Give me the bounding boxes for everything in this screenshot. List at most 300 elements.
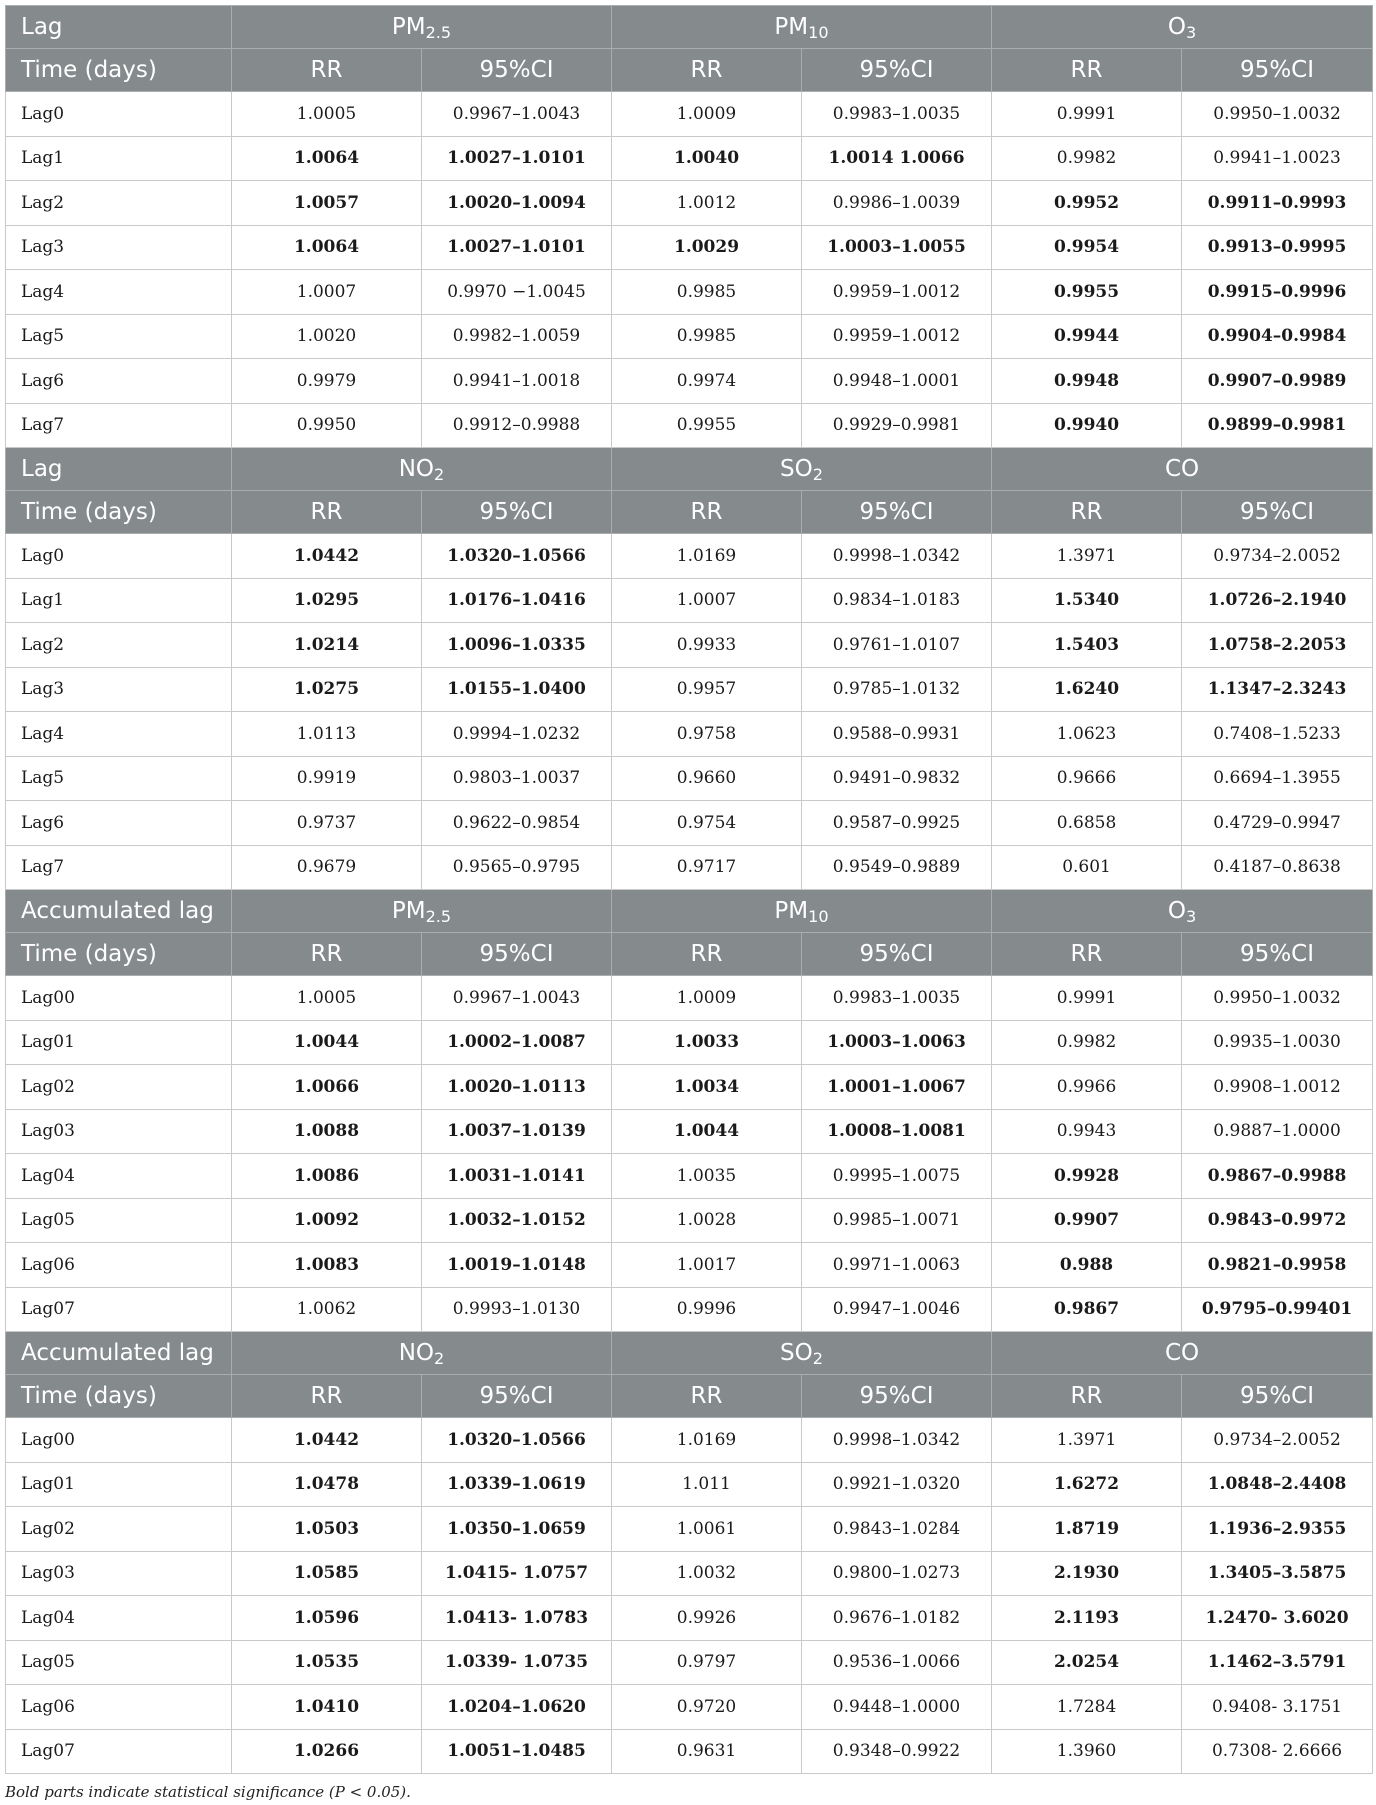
pollutant-subscript: 2 xyxy=(434,1349,445,1369)
lag-cell: Lag3 xyxy=(6,667,232,712)
rr-value-cell: 1.011 xyxy=(612,1462,802,1507)
ci-value-cell: 1.0003–1.0055 xyxy=(802,225,992,270)
rr-value-cell: 1.3971 xyxy=(992,1418,1182,1463)
table-row xyxy=(6,1640,1373,1685)
ci-value-cell: 0.9448–1.0000 xyxy=(802,1685,992,1730)
table-row xyxy=(6,181,1373,226)
rr-value-cell: 1.0009 xyxy=(612,976,802,1021)
pollutant-header xyxy=(612,890,992,933)
rr-value-cell: 0.9679 xyxy=(232,845,422,890)
rr-value-cell: 0.9991 xyxy=(992,92,1182,137)
table-row xyxy=(6,1065,1373,1110)
table-row xyxy=(6,136,1373,181)
rr-value-cell: 1.0266 xyxy=(232,1729,422,1774)
ci-value-cell: 0.9985–1.0071 xyxy=(802,1198,992,1243)
rr-value-cell: 1.0442 xyxy=(232,534,422,579)
ci-value-cell: 0.9761–1.0107 xyxy=(802,623,992,668)
table-row xyxy=(6,845,1373,890)
pollutant-header xyxy=(992,448,1373,491)
ci-value-cell: 1.1936–2.9355 xyxy=(1182,1507,1373,1552)
pollutant-header xyxy=(232,1332,612,1375)
ci-value-cell: 1.0848–2.4408 xyxy=(1182,1462,1373,1507)
rr-value-cell: 0.9926 xyxy=(612,1596,802,1641)
ci-value-cell: 1.0032–1.0152 xyxy=(422,1198,612,1243)
rr-value-cell: 0.988 xyxy=(992,1243,1182,1288)
rr-value-cell: 0.9979 xyxy=(232,359,422,404)
ci-value-cell: 1.0204–1.0620 xyxy=(422,1685,612,1730)
ci-value-cell: 1.3405–3.5875 xyxy=(1182,1551,1373,1596)
ci-value-cell: 0.9994–1.0232 xyxy=(422,712,612,757)
pollutant-subscript: 3 xyxy=(1185,23,1197,43)
lag-cell: Lag05 xyxy=(6,1198,232,1243)
pollutant-name: SO xyxy=(780,456,813,482)
measure-header-row xyxy=(6,49,1373,92)
rr-value-cell: 1.0040 xyxy=(612,136,802,181)
rr-value-cell: 0.9982 xyxy=(992,1020,1182,1065)
ci-value-cell: 0.9800–1.0273 xyxy=(802,1551,992,1596)
ci-value-cell: 0.9843–0.9972 xyxy=(1182,1198,1373,1243)
lag-cell: Lag3 xyxy=(6,225,232,270)
rr-value-cell: 1.0062 xyxy=(232,1287,422,1332)
lag-cell: Lag1 xyxy=(6,136,232,181)
table-row xyxy=(6,1109,1373,1154)
lag-cell: Lag07 xyxy=(6,1729,232,1774)
rr-value-cell: 1.0596 xyxy=(232,1596,422,1641)
lag-cell: Lag02 xyxy=(6,1507,232,1552)
time-header: Time (days) xyxy=(6,1375,232,1418)
lag-cell: Lag1 xyxy=(6,578,232,623)
rr-value-cell: 0.9720 xyxy=(612,1685,802,1730)
rr-value-cell: 1.0035 xyxy=(612,1154,802,1199)
rr-value-cell: 1.0535 xyxy=(232,1640,422,1685)
ci-value-cell: 0.9843–1.0284 xyxy=(802,1507,992,1552)
ci-value-cell: 0.9947–1.0046 xyxy=(802,1287,992,1332)
ci-header: 95%CI xyxy=(802,1375,992,1418)
table-row xyxy=(6,578,1373,623)
ci-value-cell: 0.9795–0.99401 xyxy=(1182,1287,1373,1332)
lag-cell: Lag7 xyxy=(6,403,232,448)
ci-value-cell: 1.0003–1.0063 xyxy=(802,1020,992,1065)
ci-value-cell: 0.9408- 3.1751 xyxy=(1182,1685,1373,1730)
lag-cell: Lag4 xyxy=(6,270,232,315)
lag-cell: Lag06 xyxy=(6,1685,232,1730)
time-header: Time (days) xyxy=(6,933,232,976)
ci-header: 95%CI xyxy=(802,49,992,92)
ci-value-cell: 0.9995–1.0075 xyxy=(802,1154,992,1199)
measure-header-row xyxy=(6,491,1373,534)
ci-value-cell: 0.9536–1.0066 xyxy=(802,1640,992,1685)
rr-value-cell: 1.6240 xyxy=(992,667,1182,712)
rr-value-cell: 0.9940 xyxy=(992,403,1182,448)
rr-value-cell: 1.0044 xyxy=(612,1109,802,1154)
pollutant-header-row xyxy=(6,890,1373,933)
rr-value-cell: 2.0254 xyxy=(992,1640,1182,1685)
ci-value-cell: 1.1347–2.3243 xyxy=(1182,667,1373,712)
rr-value-cell: 1.0086 xyxy=(232,1154,422,1199)
ci-value-cell: 0.9622–0.9854 xyxy=(422,801,612,846)
ci-header: 95%CI xyxy=(422,49,612,92)
rr-value-cell: 1.0033 xyxy=(612,1020,802,1065)
rr-value-cell: 1.0009 xyxy=(612,92,802,137)
ci-header: 95%CI xyxy=(1182,49,1373,92)
lag-cell: Lag02 xyxy=(6,1065,232,1110)
rr-value-cell: 1.0005 xyxy=(232,92,422,137)
pollutant-name: NO xyxy=(398,456,435,482)
ci-value-cell: 0.9967–1.0043 xyxy=(422,976,612,1021)
ci-value-cell: 0.9959–1.0012 xyxy=(802,314,992,359)
rr-value-cell: 1.0083 xyxy=(232,1243,422,1288)
lag-cell: Lag01 xyxy=(6,1462,232,1507)
ci-value-cell: 0.9912–0.9988 xyxy=(422,403,612,448)
ci-value-cell: 0.9803–1.0037 xyxy=(422,756,612,801)
pollutant-name: PM xyxy=(391,898,426,924)
lag-cell: Lag5 xyxy=(6,314,232,359)
rr-value-cell: 0.9919 xyxy=(232,756,422,801)
rr-value-cell: 1.0088 xyxy=(232,1109,422,1154)
rr-value-cell: 1.0410 xyxy=(232,1685,422,1730)
rr-value-cell: 1.0064 xyxy=(232,136,422,181)
table-row xyxy=(6,534,1373,579)
rr-header: RR xyxy=(992,491,1182,534)
ci-value-cell: 0.9950–1.0032 xyxy=(1182,976,1373,1021)
lag-header: Accumulated lag xyxy=(6,890,232,933)
table-row xyxy=(6,403,1373,448)
ci-value-cell: 0.9998–1.0342 xyxy=(802,534,992,579)
pollutant-subscript: 2 xyxy=(812,465,823,485)
rr-value-cell: 1.0275 xyxy=(232,667,422,712)
lag-cell: Lag04 xyxy=(6,1596,232,1641)
ci-value-cell: 0.9950–1.0032 xyxy=(1182,92,1373,137)
pollutant-header xyxy=(992,890,1373,933)
ci-value-cell: 0.9921–1.0320 xyxy=(802,1462,992,1507)
ci-value-cell: 0.9970 −1.0045 xyxy=(422,270,612,315)
ci-value-cell: 0.9907–0.9989 xyxy=(1182,359,1373,404)
table-row xyxy=(6,314,1373,359)
table-row xyxy=(6,1418,1373,1463)
ci-header: 95%CI xyxy=(1182,491,1373,534)
pollutant-subscript: 2 xyxy=(434,465,445,485)
lag-cell: Lag00 xyxy=(6,1418,232,1463)
ci-value-cell: 0.6694–1.3955 xyxy=(1182,756,1373,801)
rr-value-cell: 2.1930 xyxy=(992,1551,1182,1596)
pollutant-header-row xyxy=(6,6,1373,49)
rr-value-cell: 1.6272 xyxy=(992,1462,1182,1507)
rr-value-cell: 0.9957 xyxy=(612,667,802,712)
rr-value-cell: 0.9737 xyxy=(232,801,422,846)
rr-value-cell: 1.0295 xyxy=(232,578,422,623)
ci-value-cell: 0.9982–1.0059 xyxy=(422,314,612,359)
rr-header: RR xyxy=(992,49,1182,92)
ci-value-cell: 0.9911–0.9993 xyxy=(1182,181,1373,226)
ci-value-cell: 0.9959–1.0012 xyxy=(802,270,992,315)
rr-value-cell: 0.9666 xyxy=(992,756,1182,801)
table-row xyxy=(6,801,1373,846)
table-row xyxy=(6,712,1373,757)
rr-value-cell: 1.0478 xyxy=(232,1462,422,1507)
rr-value-cell: 1.5403 xyxy=(992,623,1182,668)
rr-value-cell: 1.0214 xyxy=(232,623,422,668)
ci-value-cell: 0.9935–1.0030 xyxy=(1182,1020,1373,1065)
rr-value-cell: 0.9754 xyxy=(612,801,802,846)
ci-header: 95%CI xyxy=(422,933,612,976)
rr-value-cell: 0.9717 xyxy=(612,845,802,890)
ci-value-cell: 1.0001–1.0067 xyxy=(802,1065,992,1110)
ci-value-cell: 1.0014 1.0066 xyxy=(802,136,992,181)
pollutant-header-row xyxy=(6,1332,1373,1375)
pollutant-name: NO xyxy=(398,1340,435,1366)
ci-value-cell: 0.9491–0.9832 xyxy=(802,756,992,801)
ci-value-cell: 0.7308- 2.6666 xyxy=(1182,1729,1373,1774)
ci-value-cell: 1.0415- 1.0757 xyxy=(422,1551,612,1596)
rr-value-cell: 1.0007 xyxy=(232,270,422,315)
rr-value-cell: 1.0028 xyxy=(612,1198,802,1243)
rr-value-cell: 1.0020 xyxy=(232,314,422,359)
lag-cell: Lag03 xyxy=(6,1551,232,1596)
pollutant-name: CO xyxy=(1164,1340,1200,1366)
ci-value-cell: 0.9998–1.0342 xyxy=(802,1418,992,1463)
rr-value-cell: 0.9867 xyxy=(992,1287,1182,1332)
ci-value-cell: 0.9734–2.0052 xyxy=(1182,1418,1373,1463)
rr-header: RR xyxy=(992,933,1182,976)
ci-value-cell: 1.0413- 1.0783 xyxy=(422,1596,612,1641)
ci-value-cell: 0.4729–0.9947 xyxy=(1182,801,1373,846)
lag-cell: Lag2 xyxy=(6,623,232,668)
ci-value-cell: 0.9549–0.9889 xyxy=(802,845,992,890)
ci-value-cell: 0.9993–1.0130 xyxy=(422,1287,612,1332)
rr-value-cell: 0.9955 xyxy=(992,270,1182,315)
pollutant-subscript: 10 xyxy=(808,907,829,927)
rr-value-cell: 0.9991 xyxy=(992,976,1182,1021)
ci-value-cell: 1.0020–1.0113 xyxy=(422,1065,612,1110)
table-row xyxy=(6,1596,1373,1641)
rr-value-cell: 1.7284 xyxy=(992,1685,1182,1730)
rr-value-cell: 0.9943 xyxy=(992,1109,1182,1154)
ci-header: 95%CI xyxy=(1182,1375,1373,1418)
measure-header-row xyxy=(6,933,1373,976)
pollutant-subscript: 2.5 xyxy=(425,23,452,43)
rr-value-cell: 1.0057 xyxy=(232,181,422,226)
ci-value-cell: 0.9867–0.9988 xyxy=(1182,1154,1373,1199)
ci-value-cell: 1.0027–1.0101 xyxy=(422,225,612,270)
rr-value-cell: 1.0012 xyxy=(612,181,802,226)
lag-cell: Lag01 xyxy=(6,1020,232,1065)
rr-value-cell: 0.9928 xyxy=(992,1154,1182,1199)
lag-header: Lag xyxy=(6,448,232,491)
lag-header: Accumulated lag xyxy=(6,1332,232,1375)
lag-cell: Lag5 xyxy=(6,756,232,801)
pollutant-header-row xyxy=(6,448,1373,491)
rr-value-cell: 0.9933 xyxy=(612,623,802,668)
rr-value-cell: 1.0032 xyxy=(612,1551,802,1596)
rr-value-cell: 1.0585 xyxy=(232,1551,422,1596)
pollutant-header xyxy=(232,890,612,933)
lag-cell: Lag03 xyxy=(6,1109,232,1154)
rr-value-cell: 1.0066 xyxy=(232,1065,422,1110)
ci-value-cell: 1.0350–1.0659 xyxy=(422,1507,612,1552)
lag-cell: Lag0 xyxy=(6,92,232,137)
ci-value-cell: 0.9565–0.9795 xyxy=(422,845,612,890)
rr-header: RR xyxy=(232,491,422,534)
rr-value-cell: 0.9944 xyxy=(992,314,1182,359)
ci-value-cell: 0.9734–2.0052 xyxy=(1182,534,1373,579)
ci-value-cell: 0.9587–0.9925 xyxy=(802,801,992,846)
table-row xyxy=(6,225,1373,270)
rr-value-cell: 1.0169 xyxy=(612,534,802,579)
ci-value-cell: 1.0320–1.0566 xyxy=(422,534,612,579)
pollutant-header xyxy=(612,1332,992,1375)
rr-value-cell: 1.0005 xyxy=(232,976,422,1021)
pollutant-header xyxy=(612,6,992,49)
table-row xyxy=(6,623,1373,668)
ci-header: 95%CI xyxy=(422,1375,612,1418)
rr-header: RR xyxy=(232,933,422,976)
pollutant-header xyxy=(992,1332,1373,1375)
ci-value-cell: 1.0002–1.0087 xyxy=(422,1020,612,1065)
lag-cell: Lag0 xyxy=(6,534,232,579)
lag-cell: Lag05 xyxy=(6,1640,232,1685)
footnote-text-before: Bold parts indicate statistical significance ( xyxy=(5,1783,335,1801)
table-row xyxy=(6,92,1373,137)
ci-value-cell: 1.0320–1.0566 xyxy=(422,1418,612,1463)
ci-value-cell: 1.0096–1.0335 xyxy=(422,623,612,668)
measure-header-row xyxy=(6,1375,1373,1418)
ci-value-cell: 1.0027–1.0101 xyxy=(422,136,612,181)
pollutant-name: PM xyxy=(391,14,426,40)
ci-header: 95%CI xyxy=(1182,933,1373,976)
ci-value-cell: 1.0008–1.0081 xyxy=(802,1109,992,1154)
pollutant-name: O xyxy=(1167,898,1186,924)
ci-value-cell: 1.0339–1.0619 xyxy=(422,1462,612,1507)
rr-header: RR xyxy=(232,1375,422,1418)
table-row xyxy=(6,1198,1373,1243)
ci-value-cell: 1.0051–1.0485 xyxy=(422,1729,612,1774)
ci-value-cell: 0.9676–1.0182 xyxy=(802,1596,992,1641)
table-row xyxy=(6,1243,1373,1288)
rr-value-cell: 1.0113 xyxy=(232,712,422,757)
table-row xyxy=(6,359,1373,404)
ci-value-cell: 1.0020–1.0094 xyxy=(422,181,612,226)
pollutant-name: O xyxy=(1167,14,1186,40)
rr-value-cell: 0.9952 xyxy=(992,181,1182,226)
rr-value-cell: 1.0044 xyxy=(232,1020,422,1065)
ci-value-cell: 0.9785–1.0132 xyxy=(802,667,992,712)
table-row xyxy=(6,270,1373,315)
rr-value-cell: 1.0623 xyxy=(992,712,1182,757)
ci-value-cell: 0.9967–1.0043 xyxy=(422,92,612,137)
ci-value-cell: 0.9887–1.0000 xyxy=(1182,1109,1373,1154)
rr-value-cell: 0.9660 xyxy=(612,756,802,801)
rr-value-cell: 2.1193 xyxy=(992,1596,1182,1641)
ci-value-cell: 0.9929–0.9981 xyxy=(802,403,992,448)
rr-value-cell: 1.5340 xyxy=(992,578,1182,623)
rr-value-cell: 0.9907 xyxy=(992,1198,1182,1243)
ci-value-cell: 0.9983–1.0035 xyxy=(802,976,992,1021)
rr-value-cell: 0.9966 xyxy=(992,1065,1182,1110)
ci-value-cell: 1.2470- 3.6020 xyxy=(1182,1596,1373,1641)
ci-value-cell: 1.0031–1.0141 xyxy=(422,1154,612,1199)
lag-cell: Lag4 xyxy=(6,712,232,757)
rr-header: RR xyxy=(612,1375,802,1418)
table-row xyxy=(6,1685,1373,1730)
lag-cell: Lag7 xyxy=(6,845,232,890)
lag-cell: Lag6 xyxy=(6,801,232,846)
rr-value-cell: 0.9797 xyxy=(612,1640,802,1685)
pollutant-name: PM xyxy=(774,14,809,40)
ci-header: 95%CI xyxy=(422,491,612,534)
ci-value-cell: 0.9948–1.0001 xyxy=(802,359,992,404)
pollutant-header xyxy=(232,448,612,491)
rr-value-cell: 0.9996 xyxy=(612,1287,802,1332)
rr-value-cell: 1.0034 xyxy=(612,1065,802,1110)
ci-value-cell: 0.9983–1.0035 xyxy=(802,92,992,137)
table-row xyxy=(6,1729,1373,1774)
rr-value-cell: 1.0503 xyxy=(232,1507,422,1552)
ci-value-cell: 0.9834–1.0183 xyxy=(802,578,992,623)
rr-value-cell: 1.0169 xyxy=(612,1418,802,1463)
rr-header: RR xyxy=(992,1375,1182,1418)
ci-value-cell: 0.9348–0.9922 xyxy=(802,1729,992,1774)
time-header: Time (days) xyxy=(6,491,232,534)
table-row xyxy=(6,1020,1373,1065)
ci-value-cell: 0.9971–1.0063 xyxy=(802,1243,992,1288)
lag-header: Lag xyxy=(6,6,232,49)
rr-value-cell: 0.9985 xyxy=(612,270,802,315)
table-row xyxy=(6,1154,1373,1199)
table-footnote xyxy=(5,1783,1372,1801)
rr-value-cell: 0.9758 xyxy=(612,712,802,757)
ci-value-cell: 0.9915–0.9996 xyxy=(1182,270,1373,315)
ci-value-cell: 0.9899–0.9981 xyxy=(1182,403,1373,448)
rr-value-cell: 0.9948 xyxy=(992,359,1182,404)
ci-value-cell: 1.0758–2.2053 xyxy=(1182,623,1373,668)
ci-value-cell: 0.9941–1.0023 xyxy=(1182,136,1373,181)
rr-value-cell: 0.601 xyxy=(992,845,1182,890)
ci-value-cell: 1.0176–1.0416 xyxy=(422,578,612,623)
rr-value-cell: 0.9955 xyxy=(612,403,802,448)
rr-header: RR xyxy=(612,49,802,92)
table-row xyxy=(6,1551,1373,1596)
ci-value-cell: 0.9821–0.9958 xyxy=(1182,1243,1373,1288)
table-row xyxy=(6,976,1373,1021)
lag-cell: Lag6 xyxy=(6,359,232,404)
table-row xyxy=(6,1507,1373,1552)
lag-cell: Lag07 xyxy=(6,1287,232,1332)
time-header: Time (days) xyxy=(6,49,232,92)
ci-value-cell: 1.1462–3.5791 xyxy=(1182,1640,1373,1685)
pollutant-subscript: 2 xyxy=(812,1349,823,1369)
pollutant-name: PM xyxy=(774,898,809,924)
table-row xyxy=(6,1287,1373,1332)
ci-value-cell: 0.9904–0.9984 xyxy=(1182,314,1373,359)
rr-value-cell: 1.8719 xyxy=(992,1507,1182,1552)
ci-value-cell: 1.0155–1.0400 xyxy=(422,667,612,712)
footnote-p-symbol: P xyxy=(334,1783,345,1801)
ci-value-cell: 1.0037–1.0139 xyxy=(422,1109,612,1154)
rr-value-cell: 1.0007 xyxy=(612,578,802,623)
rr-value-cell: 1.0017 xyxy=(612,1243,802,1288)
table-row xyxy=(6,756,1373,801)
rr-header: RR xyxy=(232,49,422,92)
rr-value-cell: 0.9985 xyxy=(612,314,802,359)
rr-header: RR xyxy=(612,491,802,534)
rr-value-cell: 1.0029 xyxy=(612,225,802,270)
rr-value-cell: 1.0092 xyxy=(232,1198,422,1243)
ci-value-cell: 0.9588–0.9931 xyxy=(802,712,992,757)
ci-value-cell: 1.0726–2.1940 xyxy=(1182,578,1373,623)
pollutant-subscript: 3 xyxy=(1185,907,1197,927)
pollutant-name: CO xyxy=(1164,456,1200,482)
rr-value-cell: 1.3960 xyxy=(992,1729,1182,1774)
